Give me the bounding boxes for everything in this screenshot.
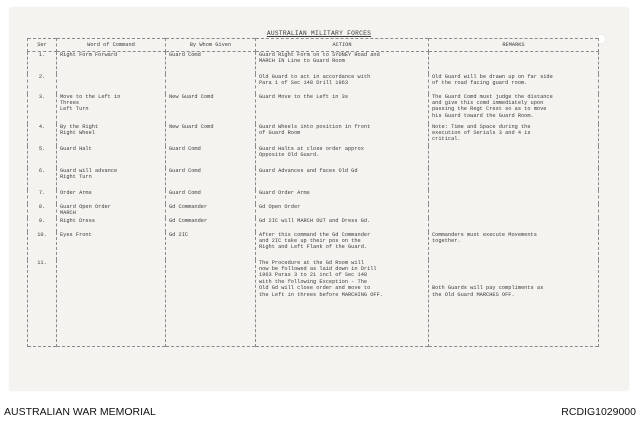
table-header-row (28, 39, 599, 52)
ser-cell: 6. (28, 168, 57, 190)
table-row (28, 146, 599, 168)
remarks-cell (429, 204, 599, 218)
table-row (28, 232, 599, 260)
action-cell: Guard Halts at close order approx Opposite Old Guard. (256, 146, 429, 168)
command-cell (57, 74, 166, 94)
table-row (28, 168, 599, 190)
footer-institution: AUSTRALIAN WAR MEMORIAL (4, 406, 156, 418)
table-row (28, 190, 599, 204)
column-header-by-whom-given: By Whom Given (166, 39, 256, 52)
command-cell: Order Arms (57, 190, 166, 204)
table-row (28, 204, 599, 218)
command-cell: Move to the Left in Threes Left Turn (57, 94, 166, 124)
document-heading: AUSTRALIAN MILITARY FORCES (266, 30, 372, 37)
ser-cell: 10. (28, 232, 57, 260)
ser-cell: 5. (28, 146, 57, 168)
by-whom-cell (166, 74, 256, 94)
command-cell: Right Dress (57, 218, 166, 232)
command-cell: Eyes Front (57, 232, 166, 260)
by-whom-cell: Guard Comd (166, 168, 256, 190)
remarks-cell: Both Guards will pay compliments as the Old Guard MARCHES OFF. (429, 260, 599, 347)
ser-cell: 3. (28, 94, 57, 124)
action-cell: Guard Advances and faces Old Gd (256, 168, 429, 190)
action-cell: Old Guard to act in accordance with Para 1 of Sec 148 Drill 1963 (256, 74, 429, 94)
action-cell: Gd Open Order (256, 204, 429, 218)
ser-cell: 7. (28, 190, 57, 204)
by-whom-cell: Guard Comd (166, 52, 256, 74)
column-header-remarks: REMARKS (429, 39, 599, 52)
action-cell: Guard Right Form on to SYDNEY Road and MARCH IN Line to Guard Room (256, 52, 429, 74)
command-cell: By the Right Right Wheel (57, 124, 166, 146)
ser-cell: 2. (28, 74, 57, 94)
command-cell: Guard Halt (57, 146, 166, 168)
table-row (28, 124, 599, 146)
remarks-cell (429, 168, 599, 190)
by-whom-cell: Gd Commander (166, 218, 256, 232)
ser-cell: 1. (28, 52, 57, 74)
remarks-cell (429, 146, 599, 168)
ser-cell: 9. (28, 218, 57, 232)
command-cell: Guard Open Order MARCH (57, 204, 166, 218)
action-cell: Gd 2IC will MARCH OUT and Dress Gd. (256, 218, 429, 232)
command-cell: Right Form Forward (57, 52, 166, 74)
command-cell (57, 260, 166, 347)
ser-cell: 11. (28, 260, 57, 347)
table-row (28, 218, 599, 232)
by-whom-cell: Gd Commander (166, 204, 256, 218)
remarks-cell: Old Guard will be drawn up on far side of the road facing guard room. (429, 74, 599, 94)
column-header-word-of-command: Word of Command (57, 39, 166, 52)
table-row (28, 52, 599, 74)
by-whom-cell: Guard Comd (166, 146, 256, 168)
column-header-action: ACTION (256, 39, 429, 52)
remarks-cell (429, 190, 599, 204)
by-whom-cell: Gd 2IC (166, 232, 256, 260)
by-whom-cell: Guard Comd (166, 190, 256, 204)
column-header-ser: Ser (28, 39, 57, 52)
action-cell: The Procedure at the Gd Room will now be followed as laid down in Drill 1963 Paras 3 to 21 incl of Sec 148 with the following Exception - The Old Gd will close order and move to the Left in threes before MARCHING OFF. (256, 260, 429, 347)
by-whom-cell: New Guard Comd (166, 94, 256, 124)
ser-cell: 8. (28, 204, 57, 218)
table-row (28, 94, 599, 124)
action-cell: Guard Wheels into position in front of Guard Room (256, 124, 429, 146)
footer-record-id: RCDIG1029000 (561, 406, 636, 418)
command-cell: Guard will advance Right Turn (57, 168, 166, 190)
action-cell: Guard Order Arms (256, 190, 429, 204)
table-row (28, 74, 599, 94)
remarks-cell: Commanders must execute Movements together. (429, 232, 599, 260)
by-whom-cell: New Guard Comd (166, 124, 256, 146)
remarks-cell (429, 218, 599, 232)
action-cell: Guard Move to the Left in 3s (256, 94, 429, 124)
ser-cell: 4. (28, 124, 57, 146)
table-row (28, 260, 599, 347)
remarks-cell: The Guard Comd must judge the distance and give this comd immediately upon passing the Regt Crest so as to move his Guard toward the Guard Room. (429, 94, 599, 124)
by-whom-cell (166, 260, 256, 347)
remarks-cell (429, 52, 599, 74)
action-cell: After this command the Gd Commander and 2IC take up their pos on the Right and Left Flank of the Guard. (256, 232, 429, 260)
command-table (27, 38, 599, 347)
remarks-cell: Note: Time and Space during the execution of Serials 3 and 4 is critical. (429, 124, 599, 146)
